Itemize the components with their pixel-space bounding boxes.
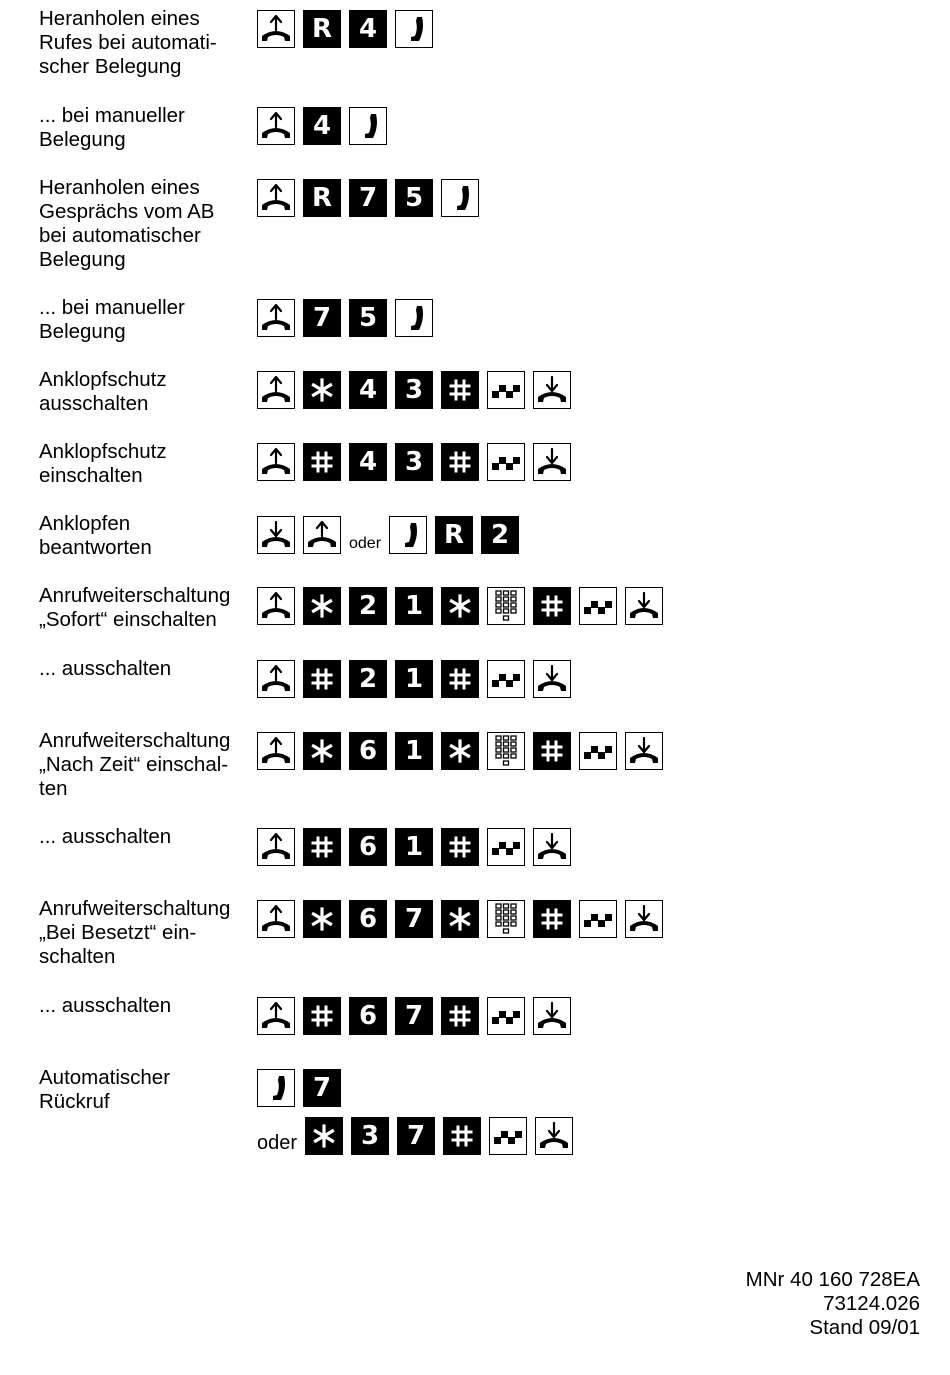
key-7: 7 <box>395 997 433 1035</box>
hash-icon <box>303 443 341 481</box>
document-footer <box>746 1268 920 1340</box>
hash-icon <box>441 828 479 866</box>
key-sequence <box>257 443 579 481</box>
key-2: 2 <box>481 516 519 554</box>
key-4: 4 <box>303 107 341 145</box>
key-1: 1 <box>395 732 433 770</box>
key-5: 5 <box>395 179 433 217</box>
key-sequence <box>257 10 441 48</box>
confirmation-tone-icon <box>487 371 525 409</box>
document-code: 73124.026 <box>823 1292 920 1315</box>
hash-icon <box>441 443 479 481</box>
key-sequence <box>257 1069 349 1107</box>
keypad-icon <box>487 587 525 625</box>
lift-handset-icon <box>257 10 295 48</box>
instruction-label: Anklopfschutz ausschalten <box>39 368 167 415</box>
key-5: 5 <box>349 299 387 337</box>
star-icon <box>305 1117 343 1155</box>
star-icon <box>441 587 479 625</box>
hash-icon <box>533 587 571 625</box>
instruction-label: Anrufweiterschaltung „Nach Zeit“ einschal- ten <box>39 729 231 800</box>
hash-icon <box>441 660 479 698</box>
hash-icon <box>533 900 571 938</box>
instruction-label: ... ausschalten <box>39 657 172 680</box>
lift-handset-icon <box>257 371 295 409</box>
key-sequence <box>257 371 579 409</box>
alternative-text: oder <box>349 535 382 552</box>
lift-handset-icon <box>257 660 295 698</box>
key-sequence <box>257 997 579 1035</box>
instruction-label: Heranholen eines Gesprächs vom AB bei automatischer Belegung <box>39 176 215 271</box>
hang-up-icon <box>257 516 295 554</box>
instruction-label: Anrufweiterschaltung „Sofort“ einschalten <box>39 584 231 631</box>
confirmation-tone-icon <box>579 900 617 938</box>
lift-handset-icon <box>257 179 295 217</box>
key-4: 4 <box>349 443 387 481</box>
key-sequence <box>257 587 671 625</box>
key-7: 7 <box>397 1117 435 1155</box>
instruction-label: ... ausschalten <box>39 994 172 1017</box>
key-7: 7 <box>303 299 341 337</box>
key-4: 4 <box>349 10 387 48</box>
confirmation-tone-icon <box>487 997 525 1035</box>
lift-handset-icon <box>257 900 295 938</box>
star-icon <box>441 732 479 770</box>
hang-up-icon <box>533 443 571 481</box>
key-6: 6 <box>349 997 387 1035</box>
handset-icon <box>349 107 387 145</box>
key-1: 1 <box>395 660 433 698</box>
hash-icon <box>441 371 479 409</box>
key-r: R <box>435 516 473 554</box>
confirmation-tone-icon <box>487 660 525 698</box>
hang-up-icon <box>535 1117 573 1155</box>
hang-up-icon <box>625 587 663 625</box>
hang-up-icon <box>533 660 571 698</box>
lift-handset-icon <box>257 997 295 1035</box>
alternative-text: oder <box>257 1132 298 1154</box>
hash-icon <box>303 660 341 698</box>
handset-icon <box>395 299 433 337</box>
key-3: 3 <box>395 371 433 409</box>
hang-up-icon <box>533 997 571 1035</box>
hang-up-icon <box>625 900 663 938</box>
star-icon <box>303 587 341 625</box>
material-number: MNr 40 160 728EA <box>745 1268 920 1291</box>
hash-icon <box>443 1117 481 1155</box>
confirmation-tone-icon <box>487 828 525 866</box>
handset-icon <box>389 516 427 554</box>
star-icon <box>303 371 341 409</box>
revision-date: Stand 09/01 <box>809 1316 920 1339</box>
key-7: 7 <box>395 900 433 938</box>
key-1: 1 <box>395 587 433 625</box>
instruction-label: ... bei manueller Belegung <box>39 296 185 343</box>
handset-icon <box>257 1069 295 1107</box>
handset-icon <box>395 10 433 48</box>
key-sequence <box>257 107 395 145</box>
instruction-label: Anrufweiterschaltung „Bei Besetzt“ ein- schalten <box>39 897 231 968</box>
key-r: R <box>303 10 341 48</box>
confirmation-tone-icon <box>489 1117 527 1155</box>
star-icon <box>303 732 341 770</box>
keypad-icon <box>487 732 525 770</box>
lift-handset-icon <box>303 516 341 554</box>
key-4: 4 <box>349 371 387 409</box>
key-sequence <box>257 660 579 698</box>
hash-icon <box>303 828 341 866</box>
hash-icon <box>303 997 341 1035</box>
key-sequence <box>257 900 671 938</box>
confirmation-tone-icon <box>579 587 617 625</box>
key-r: R <box>303 179 341 217</box>
instruction-label: ... ausschalten <box>39 825 172 848</box>
lift-handset-icon <box>257 732 295 770</box>
instruction-label: ... bei manueller Belegung <box>39 104 185 151</box>
confirmation-tone-icon <box>487 443 525 481</box>
key-7: 7 <box>303 1069 341 1107</box>
hang-up-icon <box>533 371 571 409</box>
key-3: 3 <box>395 443 433 481</box>
key-3: 3 <box>351 1117 389 1155</box>
key-sequence <box>257 179 487 217</box>
instruction-label: Automatischer Rückruf <box>39 1066 171 1113</box>
keypad-icon <box>487 900 525 938</box>
key-2: 2 <box>349 660 387 698</box>
key-2: 2 <box>349 587 387 625</box>
lift-handset-icon <box>257 587 295 625</box>
lift-handset-icon <box>257 299 295 337</box>
confirmation-tone-icon <box>579 732 617 770</box>
key-6: 6 <box>349 828 387 866</box>
hash-icon <box>441 997 479 1035</box>
key-7: 7 <box>349 179 387 217</box>
key-sequence <box>257 828 579 866</box>
key-sequence <box>257 732 671 770</box>
star-icon <box>303 900 341 938</box>
instruction-label: Anklopfschutz einschalten <box>39 440 167 487</box>
hash-icon <box>533 732 571 770</box>
key-6: 6 <box>349 732 387 770</box>
key-sequence <box>257 516 527 554</box>
instruction-label: Heranholen eines Rufes bei automati- scher Belegung <box>39 7 217 78</box>
hang-up-icon <box>625 732 663 770</box>
key-sequence <box>257 299 441 337</box>
star-icon <box>441 900 479 938</box>
key-sequence <box>257 1117 581 1155</box>
lift-handset-icon <box>257 443 295 481</box>
lift-handset-icon <box>257 828 295 866</box>
lift-handset-icon <box>257 107 295 145</box>
key-1: 1 <box>395 828 433 866</box>
hang-up-icon <box>533 828 571 866</box>
handset-icon <box>441 179 479 217</box>
instruction-label: Anklopfen beantworten <box>39 512 152 559</box>
key-6: 6 <box>349 900 387 938</box>
